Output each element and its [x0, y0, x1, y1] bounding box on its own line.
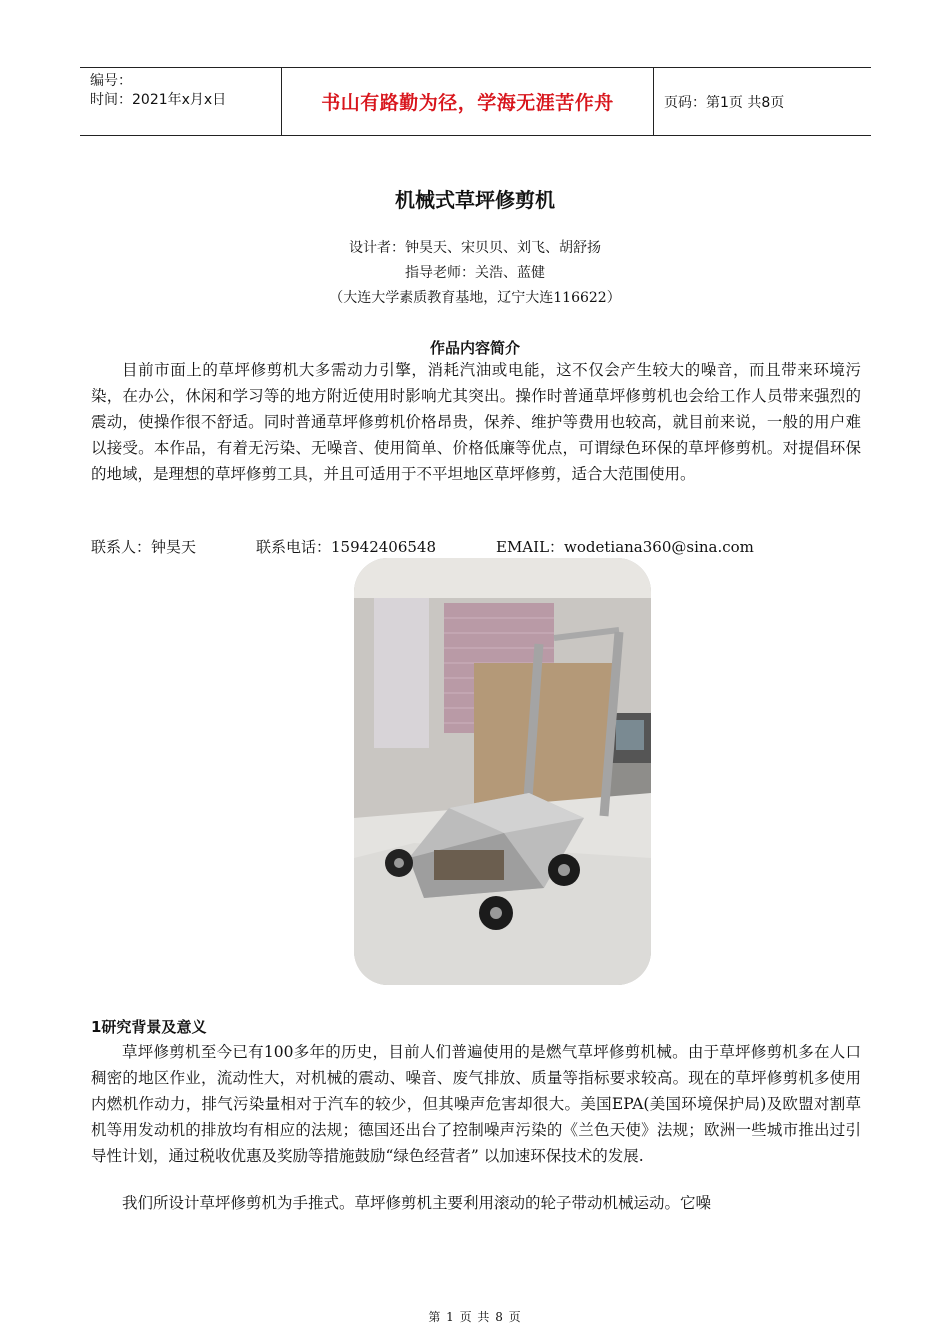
affiliation-line: （大连大学素质教育基地，辽宁大连116622） — [329, 290, 621, 306]
contact-person: 联系人：钟昊天 — [91, 538, 197, 556]
lawn-mower-photo — [354, 558, 651, 985]
contact-line — [91, 536, 754, 557]
section1-heading: 1研究背景及意义 — [91, 1018, 207, 1036]
header-table — [80, 67, 871, 136]
contact-email: EMAIL：wodetiana360@sina.com — [496, 538, 754, 556]
summary-heading: 作品内容简介 — [429, 339, 520, 357]
summary-paragraph: 目前市面上的草坪修剪机大多需动力引擎，消耗汽油或电能，这不仅会产生较大的噪音，而且带来环境污染，在办公，休闲和学习等的地方附近使用时影响尤其突出。操作时普通草坪修剪机也会给工作人员带来强烈的震动，使操作很不舒适。同时普通草坪修剪机价格昂贵，保养、维护等费用也较高，就目前来说，一般的用户难以接受。本作品，有着无污染、无噪音、使用简单、价格低廉等优点，可谓绿色环保的草坪修剪机。对提倡环保的地域，是理想的草坪修剪工具，并且可适用于不平坦地区草坪修剪，适合大范围使用。 — [91, 361, 861, 483]
time-label: 时间：2021年x月x日 — [90, 92, 227, 108]
header-page-cell — [654, 68, 871, 135]
document-title: 机械式草坪修剪机 — [395, 188, 555, 212]
serial-number-label: 编号： — [90, 73, 132, 89]
advisors-line: 指导老师：关浩、蓝健 — [405, 265, 545, 281]
section1-paragraph-2: 我们所设计草坪修剪机为手推式。草坪修剪机主要利用滚动的轮子带动机械运动。它噪 — [122, 1194, 712, 1212]
footer-page-number: 第 1 页 共 8 页 — [428, 1310, 522, 1324]
contact-phone: 联系电话：15942406548 — [256, 538, 436, 556]
section1-paragraph-1: 草坪修剪机至今已有100多年的历史，目前人们普遍使用的是燃气草坪修剪机械。由于草坪修剪机多在人口稠密的地区作业，流动性大，对机械的震动、噪音、废气排放、质量等指标要求较高。现在的草坪修剪机多使用内燃机作动力，排气污染量相对于汽车的较少，但其噪声危害却很大。美国EPA(美国环境保护局)及欧盟对割草机等用发动机的排放均有相应的法规；德国还出台了控制噪声污染的《兰色天使》法规；欧洲一些城市推出过引导性计划，通过税收优惠及奖励等措施鼓励“绿色经营者” 以加速环保技术的发展. — [91, 1043, 861, 1165]
header-info-cell — [80, 68, 281, 135]
header-motto-cell — [281, 68, 654, 135]
page-number-label: 页码：第1页 共8页 — [664, 94, 785, 111]
motto-text: 书山有路勤为径，学海无涯苦作舟 — [321, 92, 614, 114]
designers-line: 设计者：钟昊天、宋贝贝、刘飞、胡舒扬 — [349, 240, 601, 256]
